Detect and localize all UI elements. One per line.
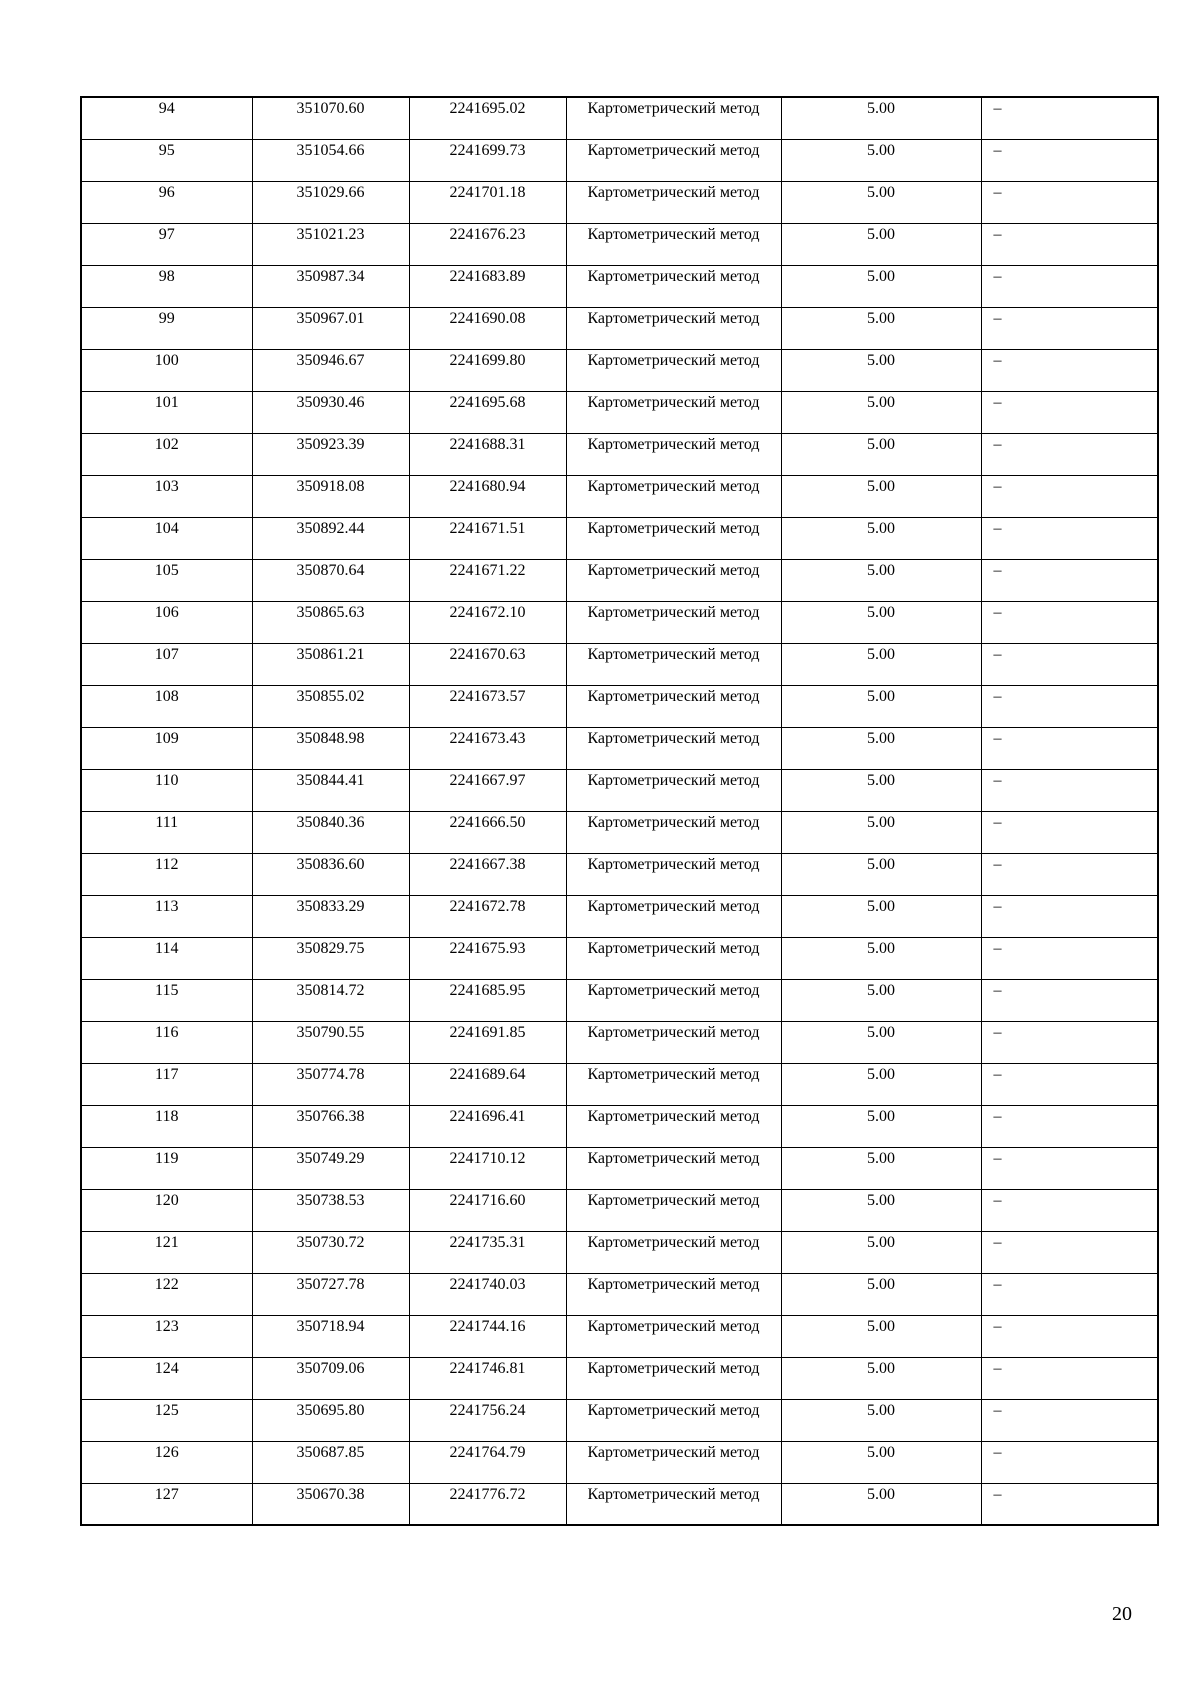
accuracy-cell: 5.00 [781, 1147, 981, 1189]
x-coordinate-cell: 350749.29 [252, 1147, 409, 1189]
y-coordinate-cell: 2241735.31 [409, 1231, 566, 1273]
table-row [81, 475, 1158, 517]
note-cell: – [981, 1315, 1158, 1357]
accuracy-cell: 5.00 [781, 979, 981, 1021]
table-row [81, 769, 1158, 811]
method-cell: Картометрический метод [566, 811, 781, 853]
note-cell: – [981, 391, 1158, 433]
x-coordinate-cell: 350865.63 [252, 601, 409, 643]
method-cell: Картометрический метод [566, 1147, 781, 1189]
accuracy-cell: 5.00 [781, 475, 981, 517]
note-cell: – [981, 1231, 1158, 1273]
table-row [81, 1441, 1158, 1483]
x-coordinate-cell: 350695.80 [252, 1399, 409, 1441]
point-number-cell: 123 [81, 1315, 252, 1357]
table-row [81, 1063, 1158, 1105]
accuracy-cell: 5.00 [781, 181, 981, 223]
accuracy-cell: 5.00 [781, 139, 981, 181]
x-coordinate-cell: 350861.21 [252, 643, 409, 685]
table-row [81, 1357, 1158, 1399]
x-coordinate-cell: 350892.44 [252, 517, 409, 559]
point-number-cell: 120 [81, 1189, 252, 1231]
note-cell: – [981, 1063, 1158, 1105]
method-cell: Картометрический метод [566, 1231, 781, 1273]
table-row [81, 1483, 1158, 1525]
y-coordinate-cell: 2241695.68 [409, 391, 566, 433]
y-coordinate-cell: 2241667.97 [409, 769, 566, 811]
method-cell: Картометрический метод [566, 181, 781, 223]
table-row [81, 139, 1158, 181]
coordinates-table-body [81, 97, 1158, 1525]
y-coordinate-cell: 2241699.80 [409, 349, 566, 391]
accuracy-cell: 5.00 [781, 1273, 981, 1315]
table-row [81, 307, 1158, 349]
note-cell: – [981, 769, 1158, 811]
x-coordinate-cell: 350790.55 [252, 1021, 409, 1063]
point-number-cell: 111 [81, 811, 252, 853]
x-coordinate-cell: 350946.67 [252, 349, 409, 391]
y-coordinate-cell: 2241690.08 [409, 307, 566, 349]
method-cell: Картометрический метод [566, 1441, 781, 1483]
y-coordinate-cell: 2241676.23 [409, 223, 566, 265]
y-coordinate-cell: 2241710.12 [409, 1147, 566, 1189]
x-coordinate-cell: 350814.72 [252, 979, 409, 1021]
point-number-cell: 110 [81, 769, 252, 811]
note-cell: – [981, 433, 1158, 475]
note-cell: – [981, 265, 1158, 307]
y-coordinate-cell: 2241688.31 [409, 433, 566, 475]
table-row [81, 1273, 1158, 1315]
note-cell: – [981, 139, 1158, 181]
table-row [81, 1231, 1158, 1273]
y-coordinate-cell: 2241691.85 [409, 1021, 566, 1063]
y-coordinate-cell: 2241675.93 [409, 937, 566, 979]
method-cell: Картометрический метод [566, 769, 781, 811]
note-cell: – [981, 895, 1158, 937]
y-coordinate-cell: 2241671.22 [409, 559, 566, 601]
note-cell: – [981, 181, 1158, 223]
x-coordinate-cell: 350855.02 [252, 685, 409, 727]
method-cell: Картометрический метод [566, 895, 781, 937]
accuracy-cell: 5.00 [781, 727, 981, 769]
table-row [81, 433, 1158, 475]
table-row [81, 97, 1158, 139]
y-coordinate-cell: 2241746.81 [409, 1357, 566, 1399]
method-cell: Картометрический метод [566, 1399, 781, 1441]
accuracy-cell: 5.00 [781, 349, 981, 391]
note-cell: – [981, 1441, 1158, 1483]
accuracy-cell: 5.00 [781, 1189, 981, 1231]
x-coordinate-cell: 350923.39 [252, 433, 409, 475]
point-number-cell: 126 [81, 1441, 252, 1483]
note-cell: – [981, 517, 1158, 559]
method-cell: Картометрический метод [566, 1189, 781, 1231]
method-cell: Картометрический метод [566, 685, 781, 727]
x-coordinate-cell: 351070.60 [252, 97, 409, 139]
note-cell: – [981, 1399, 1158, 1441]
y-coordinate-cell: 2241671.51 [409, 517, 566, 559]
method-cell: Картометрический метод [566, 601, 781, 643]
accuracy-cell: 5.00 [781, 601, 981, 643]
y-coordinate-cell: 2241689.64 [409, 1063, 566, 1105]
note-cell: – [981, 685, 1158, 727]
method-cell: Картометрический метод [566, 1063, 781, 1105]
method-cell: Картометрический метод [566, 391, 781, 433]
y-coordinate-cell: 2241672.10 [409, 601, 566, 643]
point-number-cell: 121 [81, 1231, 252, 1273]
x-coordinate-cell: 350844.41 [252, 769, 409, 811]
method-cell: Картометрический метод [566, 1273, 781, 1315]
x-coordinate-cell: 350730.72 [252, 1231, 409, 1273]
point-number-cell: 119 [81, 1147, 252, 1189]
note-cell: – [981, 223, 1158, 265]
y-coordinate-cell: 2241667.38 [409, 853, 566, 895]
point-number-cell: 106 [81, 601, 252, 643]
accuracy-cell: 5.00 [781, 1231, 981, 1273]
y-coordinate-cell: 2241756.24 [409, 1399, 566, 1441]
method-cell: Картометрический метод [566, 1483, 781, 1525]
x-coordinate-cell: 350930.46 [252, 391, 409, 433]
y-coordinate-cell: 2241672.78 [409, 895, 566, 937]
table-row [81, 895, 1158, 937]
accuracy-cell: 5.00 [781, 1399, 981, 1441]
point-number-cell: 122 [81, 1273, 252, 1315]
note-cell: – [981, 601, 1158, 643]
x-coordinate-cell: 350774.78 [252, 1063, 409, 1105]
y-coordinate-cell: 2241701.18 [409, 181, 566, 223]
accuracy-cell: 5.00 [781, 895, 981, 937]
point-number-cell: 103 [81, 475, 252, 517]
note-cell: – [981, 727, 1158, 769]
x-coordinate-cell: 350918.08 [252, 475, 409, 517]
note-cell: – [981, 1273, 1158, 1315]
method-cell: Картометрический метод [566, 1357, 781, 1399]
point-number-cell: 97 [81, 223, 252, 265]
method-cell: Картометрический метод [566, 559, 781, 601]
table-row [81, 1315, 1158, 1357]
method-cell: Картометрический метод [566, 517, 781, 559]
method-cell: Картометрический метод [566, 1105, 781, 1147]
note-cell: – [981, 937, 1158, 979]
accuracy-cell: 5.00 [781, 307, 981, 349]
x-coordinate-cell: 350727.78 [252, 1273, 409, 1315]
point-number-cell: 94 [81, 97, 252, 139]
x-coordinate-cell: 350738.53 [252, 1189, 409, 1231]
table-row [81, 811, 1158, 853]
note-cell: – [981, 1483, 1158, 1525]
x-coordinate-cell: 350670.38 [252, 1483, 409, 1525]
point-number-cell: 101 [81, 391, 252, 433]
point-number-cell: 96 [81, 181, 252, 223]
y-coordinate-cell: 2241744.16 [409, 1315, 566, 1357]
table-row [81, 727, 1158, 769]
accuracy-cell: 5.00 [781, 223, 981, 265]
y-coordinate-cell: 2241673.43 [409, 727, 566, 769]
point-number-cell: 99 [81, 307, 252, 349]
table-row [81, 1147, 1158, 1189]
point-number-cell: 95 [81, 139, 252, 181]
x-coordinate-cell: 350709.06 [252, 1357, 409, 1399]
y-coordinate-cell: 2241764.79 [409, 1441, 566, 1483]
point-number-cell: 105 [81, 559, 252, 601]
table-row [81, 685, 1158, 727]
y-coordinate-cell: 2241673.57 [409, 685, 566, 727]
accuracy-cell: 5.00 [781, 1441, 981, 1483]
x-coordinate-cell: 351054.66 [252, 139, 409, 181]
point-number-cell: 124 [81, 1357, 252, 1399]
method-cell: Картометрический метод [566, 853, 781, 895]
y-coordinate-cell: 2241683.89 [409, 265, 566, 307]
method-cell: Картометрический метод [566, 349, 781, 391]
accuracy-cell: 5.00 [781, 265, 981, 307]
point-number-cell: 113 [81, 895, 252, 937]
point-number-cell: 112 [81, 853, 252, 895]
accuracy-cell: 5.00 [781, 433, 981, 475]
note-cell: – [981, 1357, 1158, 1399]
coordinates-table [80, 96, 1159, 1526]
y-coordinate-cell: 2241670.63 [409, 643, 566, 685]
note-cell: – [981, 1105, 1158, 1147]
table-row [81, 853, 1158, 895]
table-row [81, 559, 1158, 601]
table-row [81, 223, 1158, 265]
note-cell: – [981, 1189, 1158, 1231]
y-coordinate-cell: 2241685.95 [409, 979, 566, 1021]
note-cell: – [981, 1147, 1158, 1189]
y-coordinate-cell: 2241699.73 [409, 139, 566, 181]
y-coordinate-cell: 2241695.02 [409, 97, 566, 139]
x-coordinate-cell: 350967.01 [252, 307, 409, 349]
point-number-cell: 98 [81, 265, 252, 307]
method-cell: Картометрический метод [566, 979, 781, 1021]
x-coordinate-cell: 350829.75 [252, 937, 409, 979]
point-number-cell: 107 [81, 643, 252, 685]
method-cell: Картометрический метод [566, 1021, 781, 1063]
point-number-cell: 109 [81, 727, 252, 769]
point-number-cell: 117 [81, 1063, 252, 1105]
point-number-cell: 116 [81, 1021, 252, 1063]
point-number-cell: 100 [81, 349, 252, 391]
table-row [81, 601, 1158, 643]
method-cell: Картометрический метод [566, 643, 781, 685]
accuracy-cell: 5.00 [781, 811, 981, 853]
table-row [81, 1021, 1158, 1063]
note-cell: – [981, 97, 1158, 139]
x-coordinate-cell: 350840.36 [252, 811, 409, 853]
accuracy-cell: 5.00 [781, 853, 981, 895]
note-cell: – [981, 643, 1158, 685]
x-coordinate-cell: 351021.23 [252, 223, 409, 265]
x-coordinate-cell: 350687.85 [252, 1441, 409, 1483]
accuracy-cell: 5.00 [781, 685, 981, 727]
method-cell: Картометрический метод [566, 433, 781, 475]
table-row [81, 1189, 1158, 1231]
note-cell: – [981, 853, 1158, 895]
accuracy-cell: 5.00 [781, 937, 981, 979]
accuracy-cell: 5.00 [781, 559, 981, 601]
table-row [81, 265, 1158, 307]
accuracy-cell: 5.00 [781, 1315, 981, 1357]
table-row [81, 349, 1158, 391]
accuracy-cell: 5.00 [781, 1021, 981, 1063]
x-coordinate-cell: 350987.34 [252, 265, 409, 307]
point-number-cell: 127 [81, 1483, 252, 1525]
note-cell: – [981, 1021, 1158, 1063]
table-row [81, 517, 1158, 559]
method-cell: Картометрический метод [566, 937, 781, 979]
y-coordinate-cell: 2241740.03 [409, 1273, 566, 1315]
y-coordinate-cell: 2241716.60 [409, 1189, 566, 1231]
accuracy-cell: 5.00 [781, 1063, 981, 1105]
accuracy-cell: 5.00 [781, 769, 981, 811]
table-row [81, 979, 1158, 1021]
x-coordinate-cell: 350848.98 [252, 727, 409, 769]
table-row [81, 1399, 1158, 1441]
x-coordinate-cell: 351029.66 [252, 181, 409, 223]
table-row [81, 391, 1158, 433]
point-number-cell: 118 [81, 1105, 252, 1147]
table-row [81, 1105, 1158, 1147]
x-coordinate-cell: 350870.64 [252, 559, 409, 601]
x-coordinate-cell: 350836.60 [252, 853, 409, 895]
x-coordinate-cell: 350766.38 [252, 1105, 409, 1147]
method-cell: Картометрический метод [566, 727, 781, 769]
y-coordinate-cell: 2241666.50 [409, 811, 566, 853]
method-cell: Картометрический метод [566, 265, 781, 307]
point-number-cell: 108 [81, 685, 252, 727]
point-number-cell: 102 [81, 433, 252, 475]
point-number-cell: 125 [81, 1399, 252, 1441]
method-cell: Картометрический метод [566, 475, 781, 517]
note-cell: – [981, 349, 1158, 391]
method-cell: Картометрический метод [566, 223, 781, 265]
note-cell: – [981, 475, 1158, 517]
accuracy-cell: 5.00 [781, 97, 981, 139]
method-cell: Картометрический метод [566, 97, 781, 139]
point-number-cell: 104 [81, 517, 252, 559]
accuracy-cell: 5.00 [781, 517, 981, 559]
note-cell: – [981, 559, 1158, 601]
accuracy-cell: 5.00 [781, 1483, 981, 1525]
x-coordinate-cell: 350718.94 [252, 1315, 409, 1357]
accuracy-cell: 5.00 [781, 643, 981, 685]
y-coordinate-cell: 2241696.41 [409, 1105, 566, 1147]
page-number: 20 [1112, 1603, 1132, 1625]
method-cell: Картометрический метод [566, 139, 781, 181]
note-cell: – [981, 811, 1158, 853]
table-row [81, 643, 1158, 685]
point-number-cell: 114 [81, 937, 252, 979]
accuracy-cell: 5.00 [781, 1105, 981, 1147]
method-cell: Картометрический метод [566, 1315, 781, 1357]
note-cell: – [981, 979, 1158, 1021]
point-number-cell: 115 [81, 979, 252, 1021]
note-cell: – [981, 307, 1158, 349]
x-coordinate-cell: 350833.29 [252, 895, 409, 937]
y-coordinate-cell: 2241776.72 [409, 1483, 566, 1525]
table-row [81, 181, 1158, 223]
accuracy-cell: 5.00 [781, 1357, 981, 1399]
accuracy-cell: 5.00 [781, 391, 981, 433]
method-cell: Картометрический метод [566, 307, 781, 349]
y-coordinate-cell: 2241680.94 [409, 475, 566, 517]
table-row [81, 937, 1158, 979]
